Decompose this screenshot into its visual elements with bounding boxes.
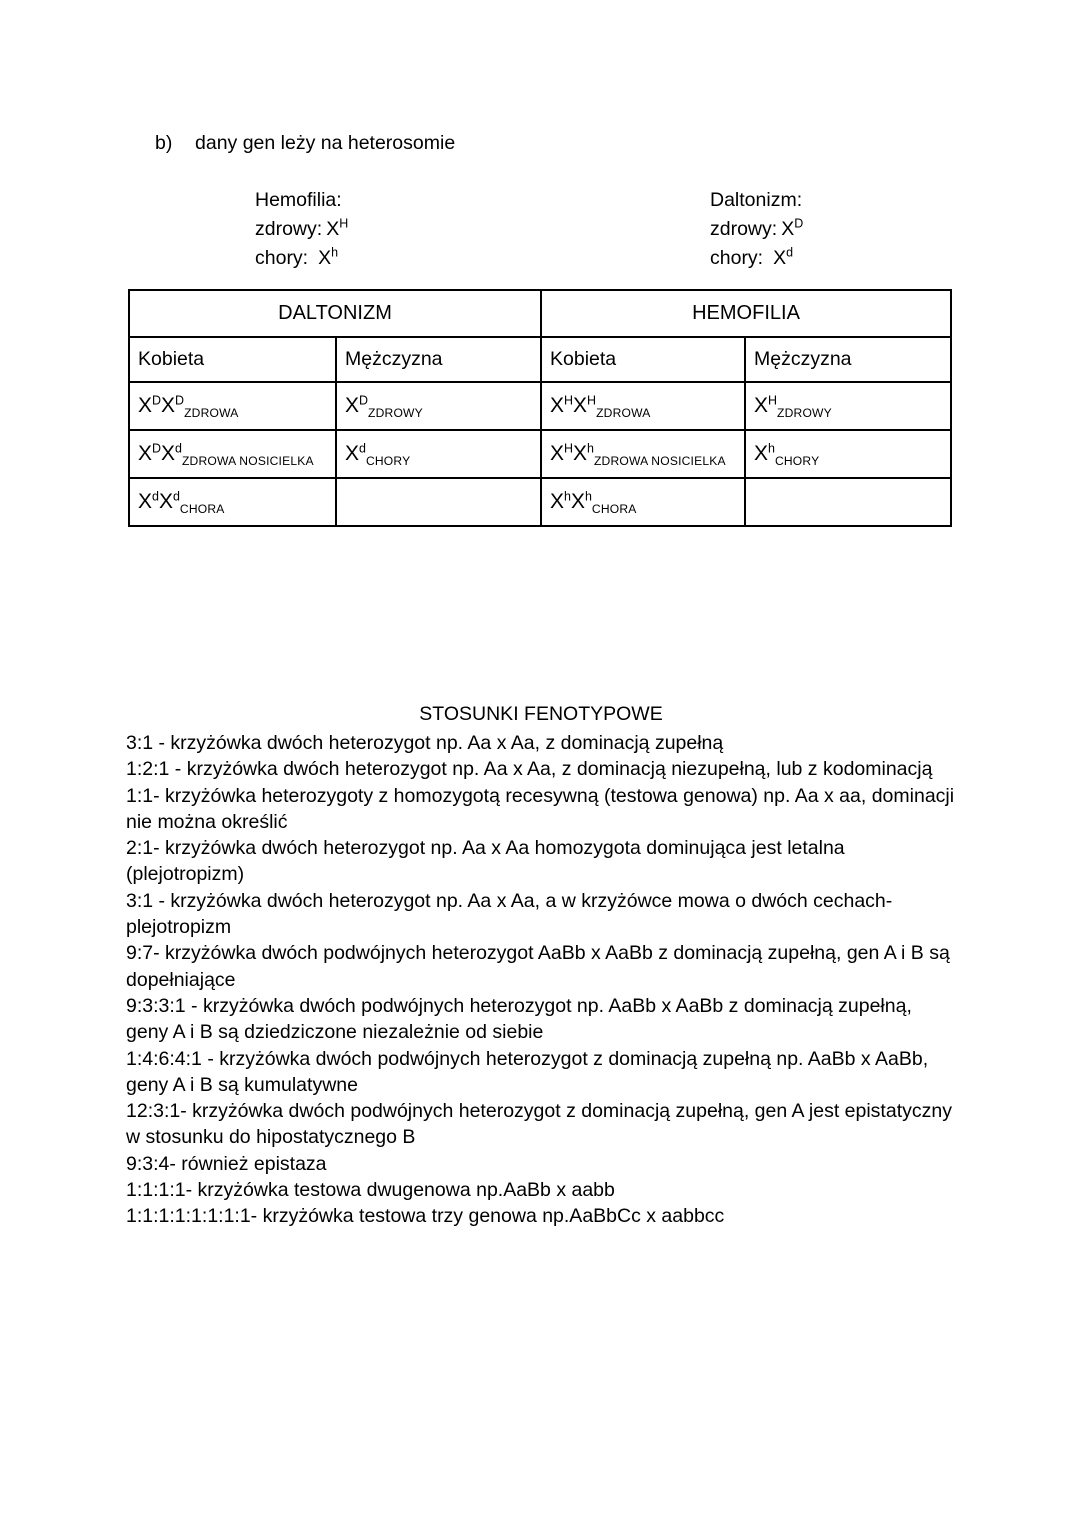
legend-hemofilia-sick-allele: h: [331, 245, 339, 260]
ratio-line: 3:1 - krzyżówka dwóch heterozygot np. Aa x Aa, z dominacją zupełną: [126, 732, 724, 754]
genotype-notation: $X^HX^h_{ZDROWA NOSICIELKA}$: [550, 441, 726, 468]
legend-hemofilia-healthy-symbol: $X^H$: [326, 216, 349, 240]
section-heading-b: [155, 130, 455, 156]
legend-daltonizm-title: Daltonizm:: [710, 189, 803, 211]
legend-hemofilia-sick-symbol: $X^h$: [318, 245, 339, 269]
ratio-line: 12:3:1- krzyżówka dwóch podwójnych heterozygot z dominacją zupełną, gen A jest epistatyczny w stosunku do hipostatycznego B: [126, 1100, 952, 1149]
genotype-notation: $X^DX^d_{ZDROWA NOSICIELKA}$: [138, 441, 314, 468]
section-marker: b): [155, 132, 173, 154]
cell-hemofilia-mezczyzna: [745, 430, 951, 478]
group-header-daltonizm: DALTONIZM: [129, 290, 541, 337]
column-header-hemofilia-mezczyzna: Mężczyzna: [745, 337, 951, 382]
legend-hemofilia-healthy-label: zdrowy:: [255, 218, 323, 240]
cell-daltonizm-mezczyzna: [336, 382, 541, 430]
cell-hemofilia-mezczyzna: [745, 382, 951, 430]
table-row: [129, 430, 951, 478]
legend-daltonizm-healthy-label: zdrowy:: [710, 218, 778, 240]
legend-daltonizm-healthy-symbol: $X^D$: [781, 216, 804, 240]
legend-daltonizm-sick: [710, 244, 803, 273]
genotype-notation: $X^d_{CHORY}$: [345, 441, 411, 468]
table-column-header-row: [129, 337, 951, 382]
genotype-notation: $X^H_{ZDROWY}$: [754, 393, 832, 420]
genotype-notation: $X^h_{CHORY}$: [754, 441, 820, 468]
cell-daltonizm-mezczyzna: [336, 478, 541, 526]
column-header-daltonizm-mezczyzna: Mężczyzna: [336, 337, 541, 382]
cell-daltonizm-kobieta: [129, 430, 336, 478]
genotype-notation: $X^D_{ZDROWY}$: [345, 393, 423, 420]
cell-hemofilia-kobieta: [541, 382, 745, 430]
legend-daltonizm-healthy-allele: D: [794, 216, 804, 231]
legend-daltonizm: [710, 186, 803, 273]
genotype-notation: $X^hX^h_{CHORA}$: [550, 489, 637, 516]
genotype-notation: $X^dX^d_{CHORA}$: [138, 489, 225, 516]
cell-daltonizm-kobieta: [129, 478, 336, 526]
cell-daltonizm-mezczyzna: [336, 430, 541, 478]
legend-hemofilia-sick-label: chory:: [255, 247, 309, 269]
section-heading-text: dany gen leży na heterosomie: [195, 132, 456, 154]
table-row: [129, 478, 951, 526]
ratio-line: 1:2:1 - krzyżówka dwóch heterozygot np. Aa x Aa, z dominacją niezupełną, lub z kodominacją: [126, 758, 933, 781]
cell-hemofilia-kobieta: [541, 478, 745, 526]
ratio-line: 9:3:4- również epistaza: [126, 1152, 327, 1175]
ratio-line: 1:4:6:4:1 - krzyżówka dwóch podwójnych heterozygot z dominacją zupełną np. AaBb x AaBb, geny A i B są kumulatywne: [126, 1047, 929, 1096]
legend-daltonizm-healthy: [710, 215, 803, 244]
cell-hemofilia-kobieta: [541, 430, 745, 478]
ratio-line: 2:1- krzyżówka dwóch heterozygot np. Aa x Aa homozygota dominująca jest letalna (plejotropizm): [126, 837, 845, 886]
genotype-table: [128, 289, 952, 527]
legend-hemofilia-sick: [255, 244, 348, 273]
table-row: [129, 382, 951, 430]
table-group-header-row: [129, 290, 951, 337]
ratio-line: 1:1:1:1:1:1:1:1- krzyżówka testowa trzy genowa np.AaBbCc x aabbcc: [126, 1205, 725, 1228]
ratios-list: [126, 730, 956, 1230]
legend-hemofilia-healthy: [255, 215, 348, 244]
genotype-notation: $X^DX^D_{ZDROWA}$: [138, 393, 239, 420]
legend-daltonizm-sick-symbol: $X^d$: [773, 245, 794, 269]
genotype-notation: $X^HX^H_{ZDROWA}$: [550, 393, 651, 420]
legend-hemofilia-title: Hemofilia:: [255, 189, 342, 211]
ratio-line: 3:1 - krzyżówka dwóch heterozygot np. Aa x Aa, a w krzyżówce mowa o dwóch cechach-plejotropizm: [126, 889, 893, 939]
column-header-daltonizm-kobieta: Kobieta: [129, 337, 336, 382]
legend-hemofilia: [255, 186, 348, 273]
cell-daltonizm-kobieta: [129, 382, 336, 430]
ratio-line: 9:3:3:1 - krzyżówka dwóch podwójnych heterozygot np. AaBb x AaBb z dominacją zupełną, geny A i B są dziedziczone niezależnie od siebie: [126, 994, 912, 1044]
legend-daltonizm-sick-label: chory:: [710, 247, 764, 269]
ratio-line: 1:1:1:1- krzyżówka testowa dwugenowa np.AaBb x aabb: [126, 1179, 615, 1202]
group-header-hemofilia: HEMOFILIA: [541, 290, 951, 337]
legend-hemofilia-healthy-allele: H: [339, 216, 349, 231]
ratio-line: 9:7- krzyżówka dwóch podwójnych heterozygot AaBb x AaBb z dominacją zupełną, gen A i B są dopełniające: [126, 942, 950, 991]
legend-daltonizm-sick-allele: d: [786, 245, 794, 260]
cell-hemofilia-mezczyzna: [745, 478, 951, 526]
ratio-line: 1:1- krzyżówka heterozygoty z homozygotą recesywną (testowa genowa) np. Aa x aa, dominacji nie można określić: [126, 784, 955, 833]
ratios-title: STOSUNKI FENOTYPOWE: [419, 703, 663, 725]
column-header-hemofilia-kobieta: Kobieta: [541, 337, 745, 382]
